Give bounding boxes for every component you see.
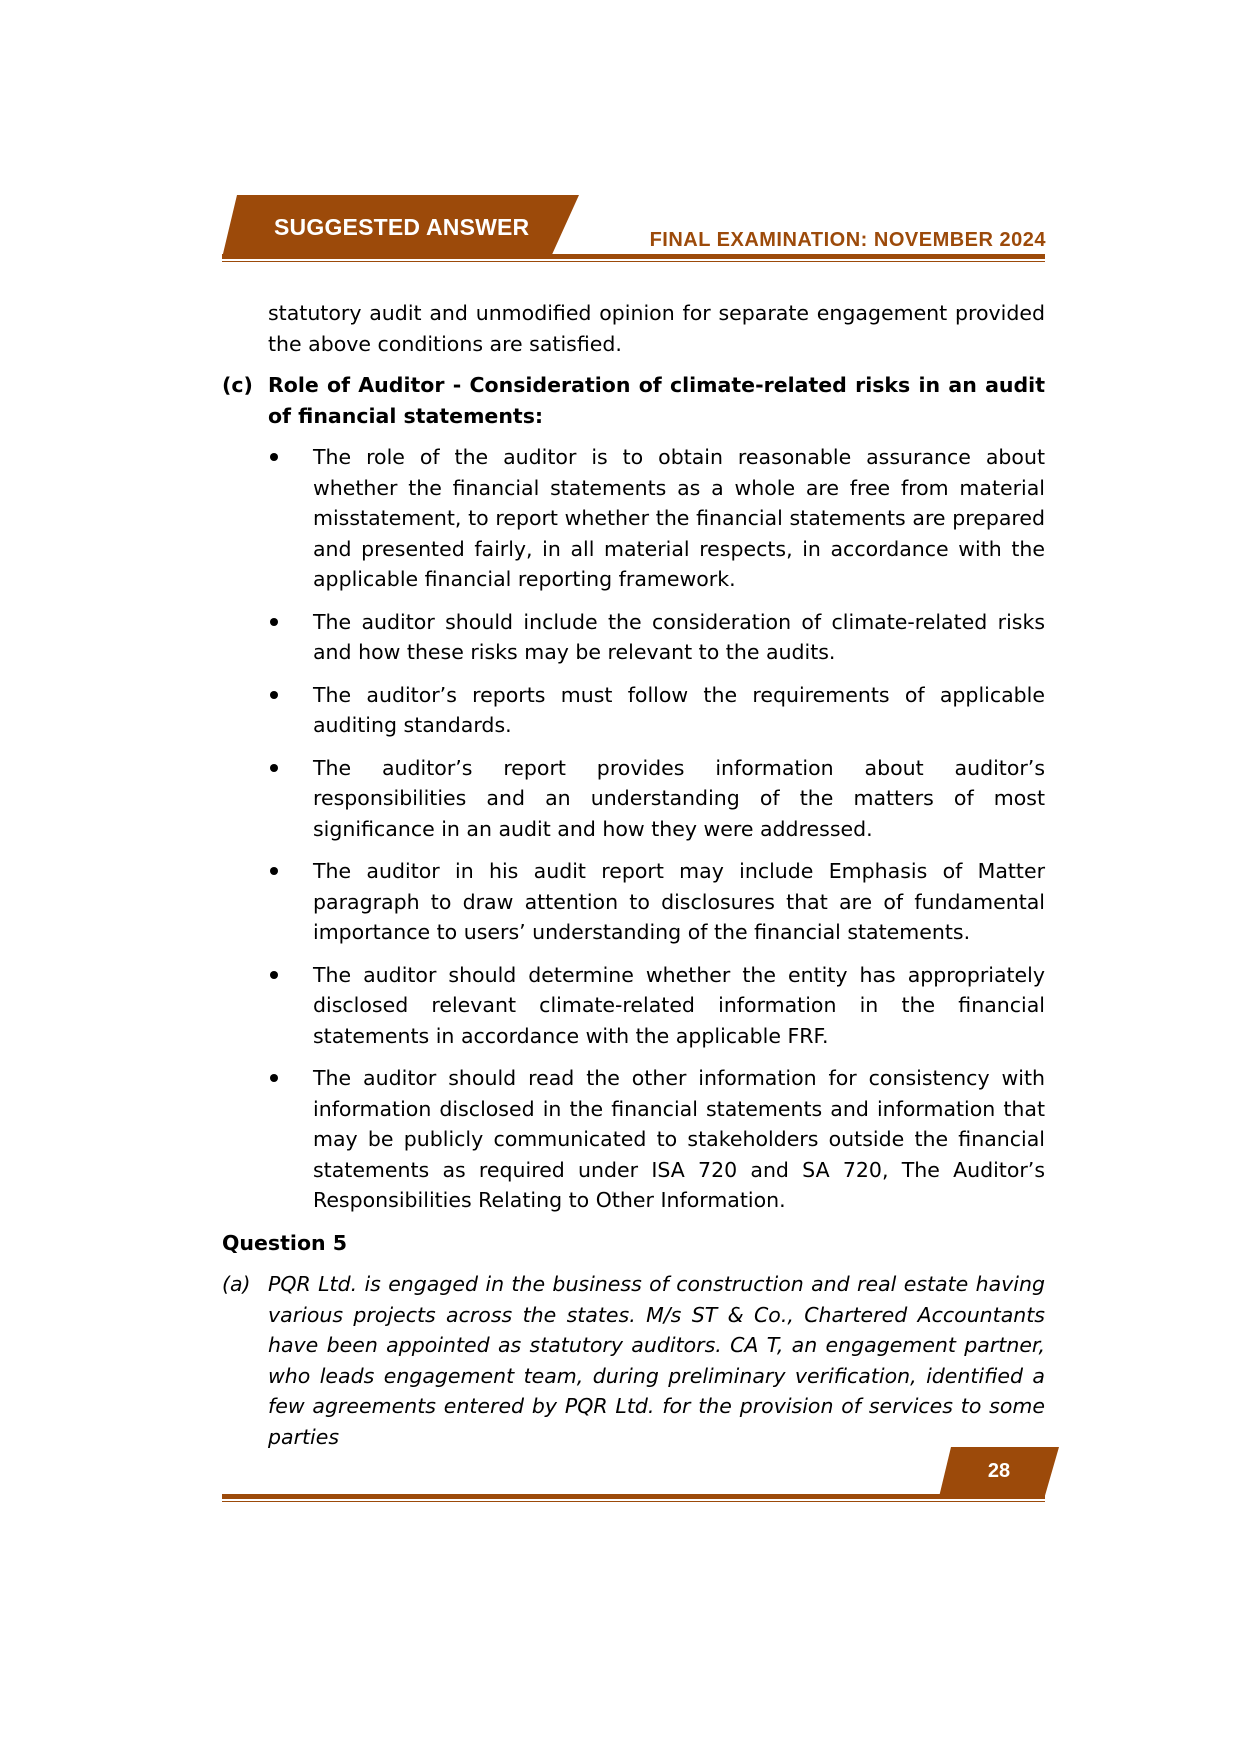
- section-c-bullet-list: [268, 442, 1045, 1216]
- bullet-text: The auditor should determine whether the entity has appropriately disclosed relevant climate-related information in the financial statements in accordance with the applicable FRF.: [313, 962, 1045, 1048]
- bullet-text: The auditor’s reports must follow the requirements of applicable auditing standards.: [313, 682, 1045, 737]
- bullet-text: The auditor’s report provides information about auditor’s responsibilities and an understanding of the matters of most significance in an audit and how they were addressed.: [313, 755, 1045, 841]
- bullet-icon: [268, 1063, 313, 1216]
- bullet-icon: [268, 753, 313, 845]
- list-item: [268, 607, 1045, 668]
- page-content: [222, 298, 1045, 1452]
- header-rule: [222, 254, 1045, 259]
- bullet-icon: [268, 442, 313, 595]
- page-number: 28: [987, 1460, 1011, 1482]
- question-a-label: (a): [222, 1272, 251, 1296]
- bullet-icon: [268, 680, 313, 741]
- header-rule-thin: [222, 261, 1045, 262]
- list-item: [268, 1063, 1045, 1216]
- section-c-heading: [222, 370, 1045, 431]
- list-item: [268, 856, 1045, 948]
- footer-rule: [222, 1494, 1045, 1499]
- bullet-icon: [268, 607, 313, 668]
- list-item: [268, 680, 1045, 741]
- continuation-paragraph: statutory audit and unmodified opinion for separate engagement provided the above conditions are satisfied.: [268, 301, 1045, 356]
- continuation-block: [268, 298, 1045, 359]
- question-a-text: PQR Ltd. is engaged in the business of construction and real estate having various projects across the states. M/s ST & Co., Chartered Accountants have been appointed as statutory auditors. CA T, an engagement partner, who leads engagement team, during preliminary verification, identified a few agreements entered by PQR Ltd. for the provision of services to some parties: [268, 1272, 1045, 1449]
- bullet-icon: [268, 960, 313, 1052]
- question-a: [222, 1269, 1045, 1452]
- bullet-text: The auditor should read the other information for consistency with information disclosed in the financial statements and information that may be publicly communicated to stakeholders outside the financial statements as required under ISA 720 and SA 720, The Auditor’s Responsibilities Relating to Other Information.: [313, 1066, 1045, 1212]
- question-heading: Question 5: [222, 1230, 348, 1255]
- exam-title: FINAL EXAMINATION: NOVEMBER 2024: [649, 229, 1046, 251]
- bullet-text: The auditor in his audit report may include Emphasis of Matter paragraph to draw attention to disclosures that are of fundamental importance to users’ understanding of the financial statements.: [313, 859, 1045, 944]
- footer-rule-thin: [222, 1501, 1045, 1502]
- list-item: [268, 960, 1045, 1052]
- bullet-icon: [268, 856, 313, 948]
- list-item: [268, 753, 1045, 845]
- bullet-text: The role of the auditor is to obtain reasonable assurance about whether the financial statements as a whole are free from material misstatement, to report whether the financial statements are prepared and presented fairly, in all material respects, in accordance with the applicable financial reporting framework.: [313, 445, 1045, 591]
- section-c-label: (c): [222, 373, 253, 397]
- list-item: [268, 442, 1045, 595]
- bullet-text: The auditor should include the consideration of climate-related risks and how these risks may be relevant to the audits.: [313, 609, 1045, 664]
- header-tab-label: SUGGESTED ANSWER: [274, 214, 530, 240]
- section-c-title: Role of Auditor - Consideration of climate-related risks in an audit of financial statements:: [268, 373, 1045, 428]
